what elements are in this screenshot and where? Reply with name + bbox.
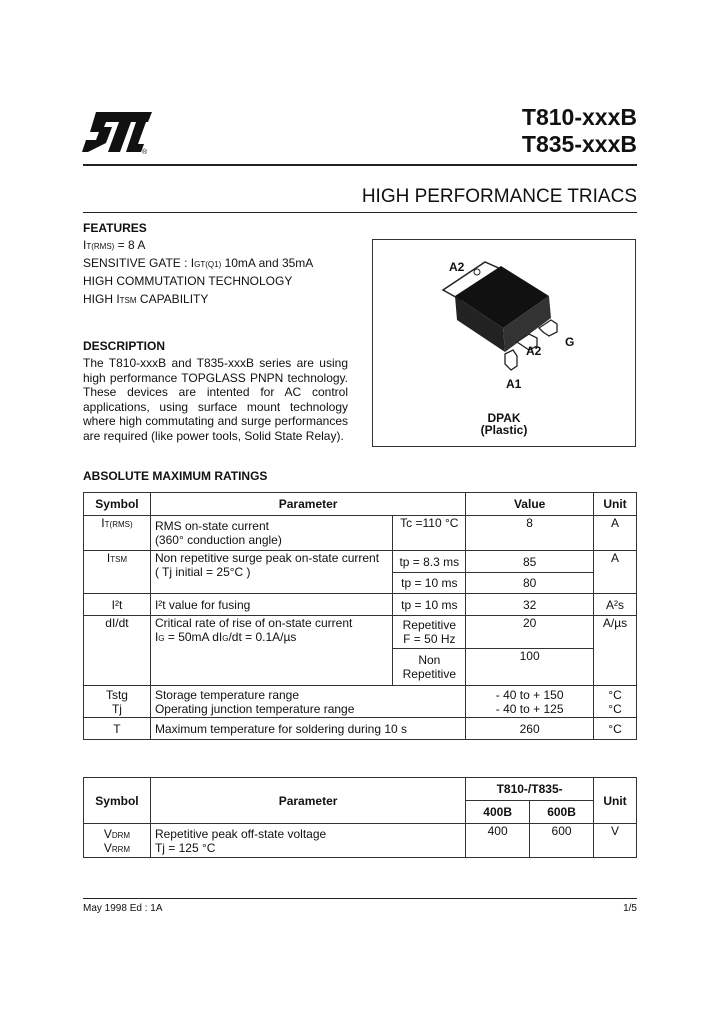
table-row (84, 616, 637, 649)
footer-date: May 1998 Ed : 1A (83, 903, 163, 914)
col-symbol: Symbol (84, 778, 151, 824)
feature-itrms: IT(RMS) = 8 A (83, 238, 146, 252)
condition-cell: tp = 8.3 ms (393, 551, 466, 573)
voltage-header-row (84, 778, 637, 801)
value-cell: 32 (466, 594, 594, 616)
value-cell: 80 (466, 573, 594, 594)
ratings-table (83, 492, 637, 740)
ratings-header-row (84, 493, 637, 516)
pin-label-a2: A2 (526, 344, 542, 358)
page-number: 1/5 (623, 903, 637, 914)
title-2: T835-xxxB (521, 131, 637, 157)
symbol-cell: ITSM (84, 551, 151, 594)
table-row (84, 551, 637, 573)
svg-text:®: ® (142, 149, 148, 154)
col-parameter: Parameter (150, 778, 465, 824)
unit-cell: °C °C (594, 686, 637, 718)
parameter-cell: Non repetitive surge peak on-state current ( Tj initial = 25°C ) (150, 551, 392, 594)
symbol-cell: Tstg Tj (84, 686, 151, 718)
ratings-heading: ABSOLUTE MAXIMUM RATINGS (83, 469, 268, 483)
col-600b: 600B (530, 801, 594, 824)
value-cell: - 40 to + 150 - 40 to + 125 (466, 686, 594, 718)
value-cell: 600 (530, 824, 594, 858)
parameter-cell: Maximum temperature for soldering during 10 s (150, 718, 465, 740)
unit-cell: V (594, 824, 637, 858)
symbol-cell: I²t (84, 594, 151, 616)
table-row (84, 686, 637, 718)
feature-itsm: HIGH ITSM CAPABILITY (83, 292, 209, 306)
parameter-cell: Critical rate of rise of on-state current IG = 50mA dIG/dt = 0.1A/µs (150, 616, 392, 686)
description-text: The T810-xxxB and T835-xxxB series are using high performance TOPGLASS PNPN technology. These devices are intented for AC control applications, using surface mount technology where high commutating and surge performances are required (like power tools, Solid State Relay). (83, 356, 348, 443)
parameter-cell: I²t value for fusing (150, 594, 392, 616)
subtitle: HIGH PERFORMANCE TRIACS (361, 186, 637, 207)
parameter-cell: Repetitive peak off-state voltage Tj = 125 °C (150, 824, 465, 858)
unit-cell: A²s (594, 594, 637, 616)
value-cell: 100 (466, 649, 594, 686)
unit-cell: °C (594, 718, 637, 740)
condition-cell: Tc =110 °C (393, 516, 466, 551)
symbol-cell: T (84, 718, 151, 740)
parameter-cell: Storage temperature range Operating junction temperature range (150, 686, 465, 718)
col-group: T810-/T835- (466, 778, 594, 801)
unit-cell: A (594, 516, 637, 551)
st-logo (82, 110, 154, 154)
symbol-cell: IT(RMS) (84, 516, 151, 551)
pin-label-a1: A1 (506, 377, 522, 391)
header-rule (83, 164, 637, 166)
value-cell: 85 (466, 551, 594, 573)
condition-cell: Repetitive F = 50 Hz (393, 616, 466, 649)
col-symbol: Symbol (84, 493, 151, 516)
feature-sensitive-gate: SENSITIVE GATE : IGT(Q1) 10mA and 35mA (83, 256, 314, 270)
col-unit: Unit (594, 493, 637, 516)
col-parameter: Parameter (150, 493, 465, 516)
feature-commutation: HIGH COMMUTATION TECHNOLOGY (83, 274, 293, 288)
table-row (84, 824, 637, 858)
condition-cell: Non Repetitive (393, 649, 466, 686)
description-heading: DESCRIPTION (83, 339, 166, 353)
package-name: DPAK (487, 411, 521, 425)
value-cell: 260 (466, 718, 594, 740)
col-unit: Unit (594, 778, 637, 824)
col-value: Value (466, 493, 594, 516)
symbol-cell: VDRM VRRM (84, 824, 151, 858)
table-row (84, 718, 637, 740)
value-cell: 20 (466, 616, 594, 649)
table-row (84, 594, 637, 616)
value-cell: 400 (466, 824, 530, 858)
subtitle-rule (83, 212, 637, 213)
condition-cell: tp = 10 ms (393, 594, 466, 616)
package-type: (Plastic) (480, 423, 528, 437)
pin-label-a2-top: A2 (449, 260, 465, 274)
package-box (372, 239, 636, 447)
table-row (84, 516, 637, 551)
symbol-cell: dI/dt (84, 616, 151, 686)
value-cell: 8 (466, 516, 594, 551)
unit-cell: A/µs (594, 616, 637, 686)
col-400b: 400B (466, 801, 530, 824)
footer-rule (83, 898, 637, 899)
voltage-table (83, 777, 637, 858)
features-heading: FEATURES (83, 221, 147, 235)
unit-cell: A (594, 551, 637, 594)
parameter-cell: RMS on-state current (360° conduction angle) (150, 516, 392, 551)
condition-cell: tp = 10 ms (393, 573, 466, 594)
title-1: T810-xxxB (521, 104, 637, 130)
pin-label-g: G (565, 335, 575, 349)
